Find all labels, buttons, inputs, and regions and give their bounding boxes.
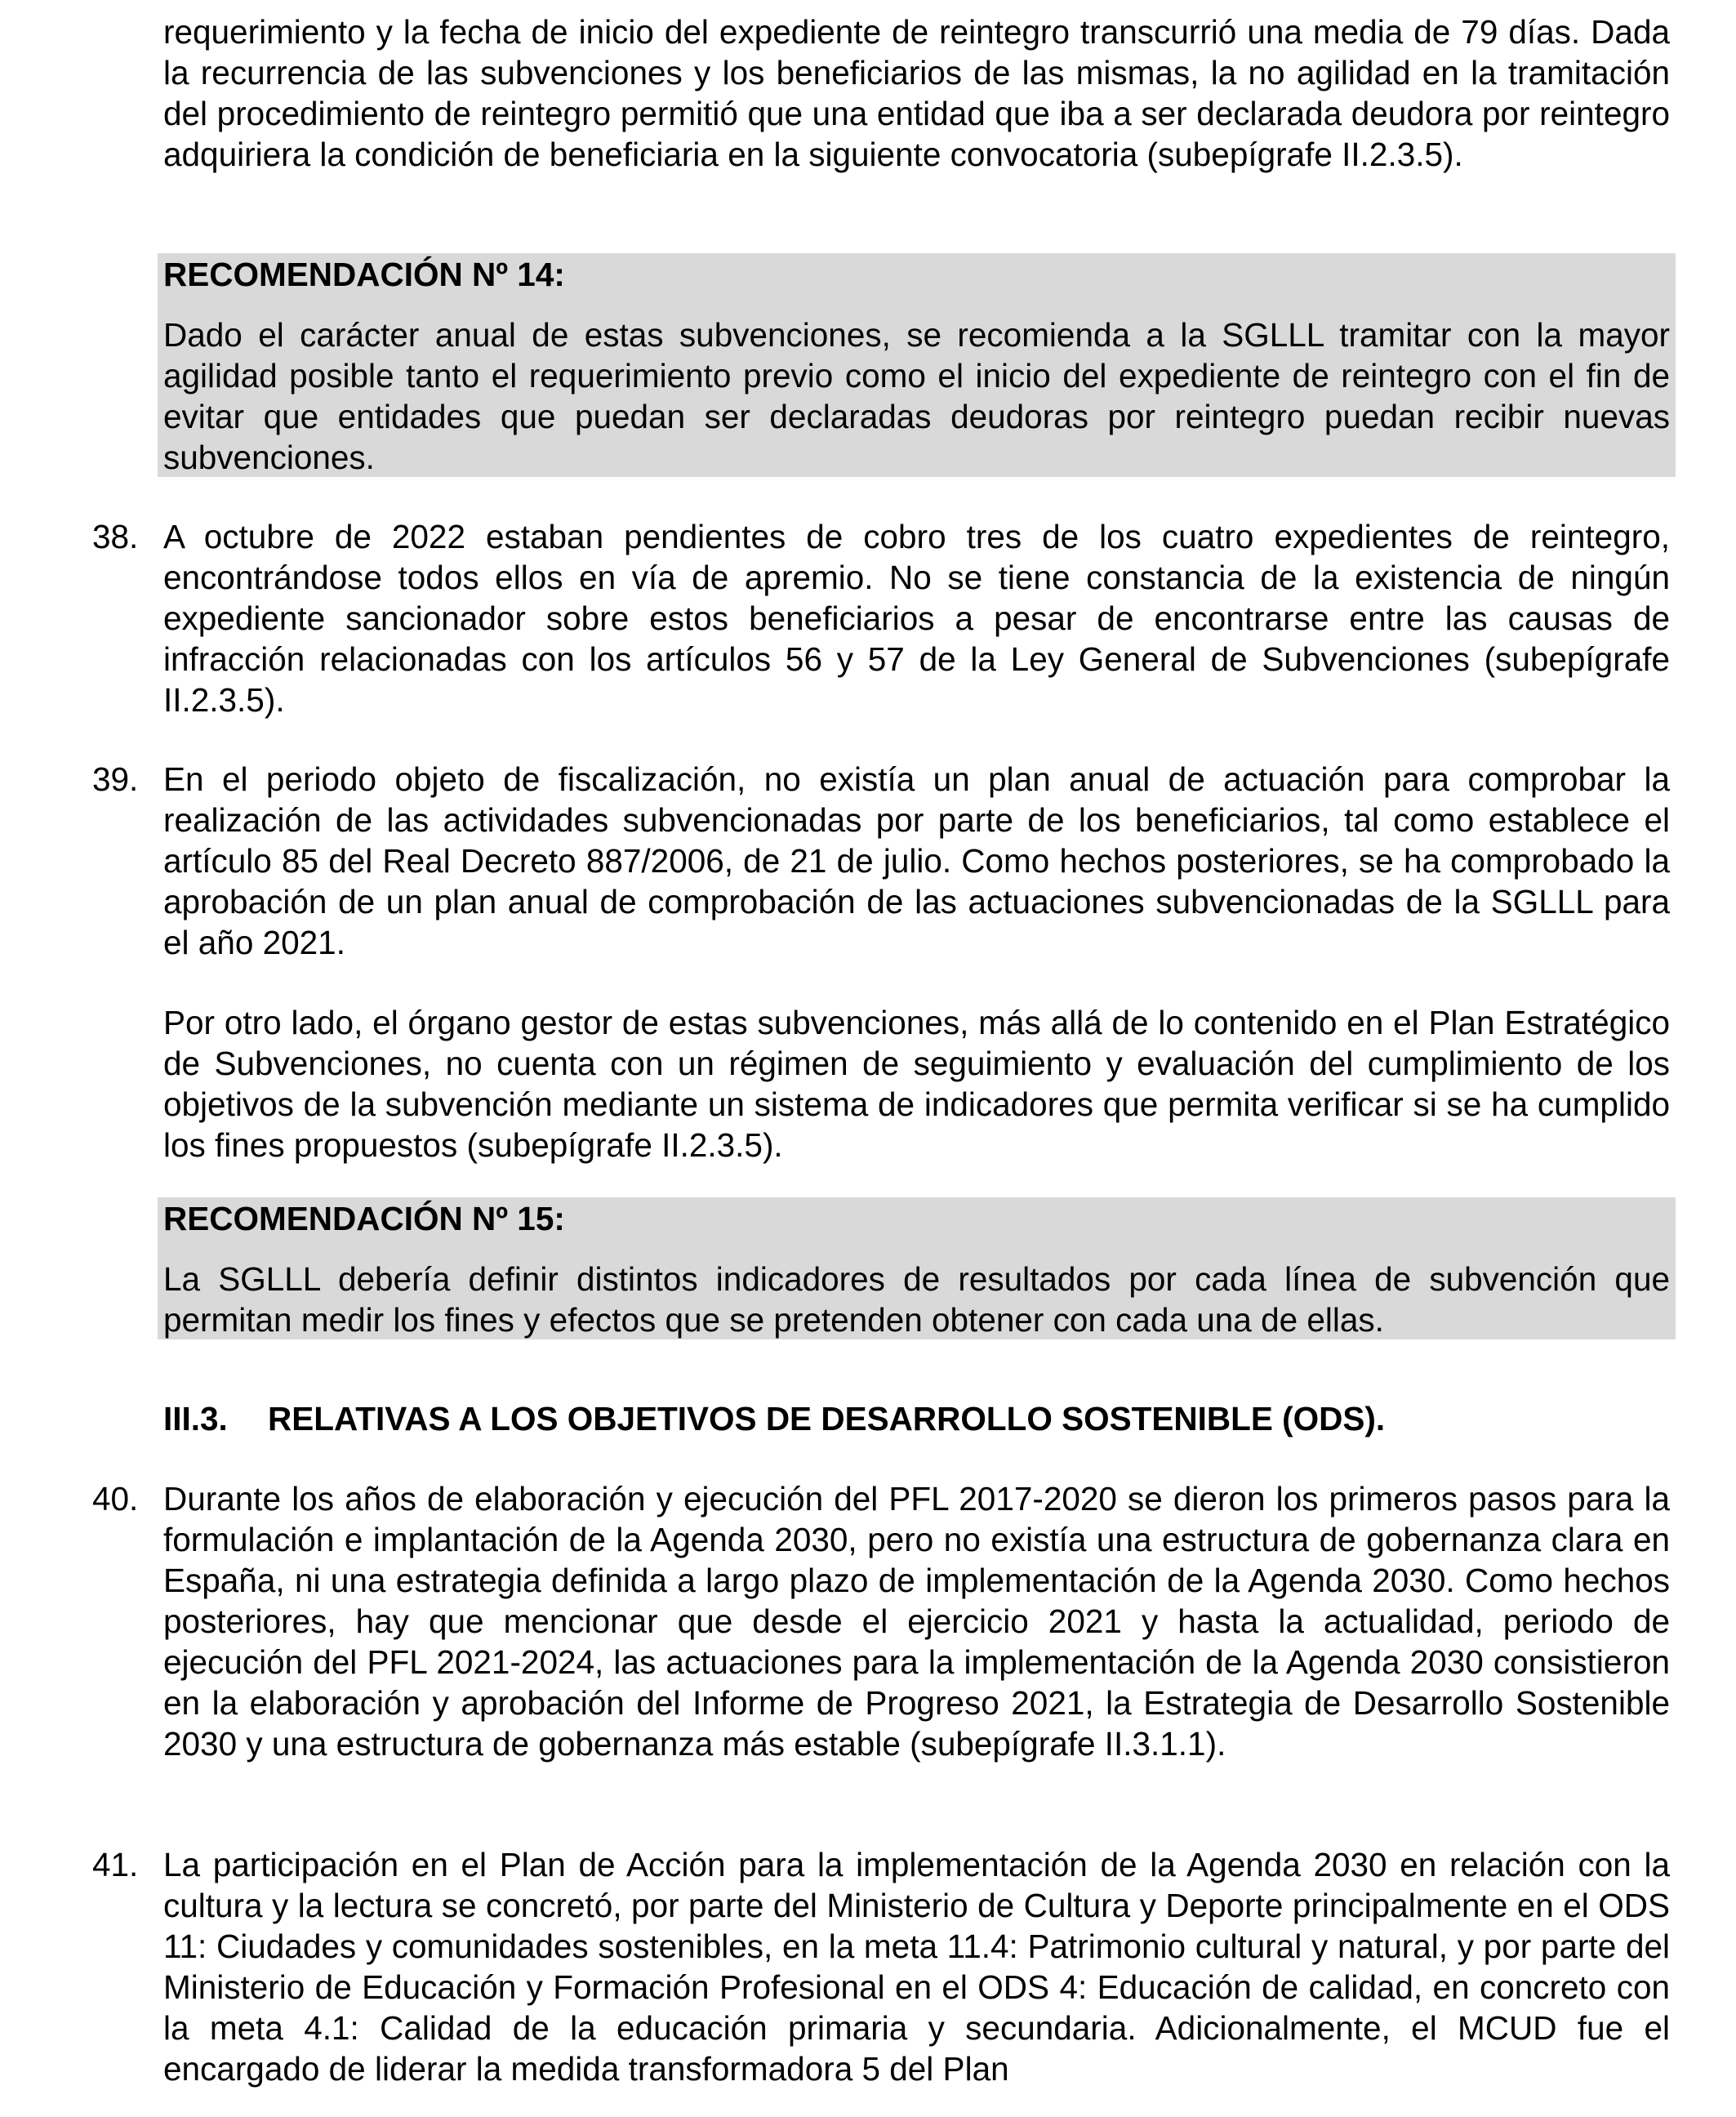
paragraph-40-number: 40. (92, 1480, 139, 1518)
section-number: III.3. (163, 1400, 228, 1437)
paragraph-39-number: 39. (92, 760, 139, 798)
section-title: RELATIVAS A LOS OBJETIVOS DE DESARROLLO SOSTENIBLE (ODS). (268, 1400, 1386, 1437)
paragraph-39-continuation: Por otro lado, el órgano gestor de estas subvenciones, más allá de lo contenido en el Plan Estratégico de Subvenciones, no cuenta con un régimen de seguimiento y evaluación del cumplimiento de los objetivos de la subvención mediante un sistema de indicadores que permita verificar si se ha cumplido los fines propuestos (subepígrafe II.2.3.5). (163, 1004, 1670, 1164)
recommendation-14-text: Dado el carácter anual de estas subvenciones, se recomienda a la SGLLL tramitar con la mayor agilidad posible tanto el requerimiento previo como el inicio del expediente de reintegro con el fin de evitar que entidades que puedan ser declaradas deudoras por reintegro puedan recibir nuevas subvenciones. (163, 316, 1670, 476)
paragraph-41-text: La participación en el Plan de Acción para la implementación de la Agenda 2030 en relación con la cultura y la lectura se concretó, por parte del Ministerio de Cultura y Deporte principalmente en el ODS 11: Ciudades y comunidades sostenibles, en la meta 11.4: Patrimonio cultural y natural, y por parte del Ministerio de Educación y Formación Profesional en el ODS 4: Educación de calidad, en concreto con la meta 4.1: Calidad de la educación primaria y secundaria. Adicionalmente, el MCUD fue el encargado de liderar la medida transformadora 5 del Plan (163, 1846, 1670, 2088)
paragraph-41-number: 41. (92, 1846, 139, 1883)
section-heading (163, 1398, 1385, 1439)
paragraph-38-text: A octubre de 2022 estaban pendientes de cobro tres de los cuatro expedientes de reintegro, encontrándose todos ellos en vía de apremio. No se tiene constancia de la existencia de ningún expediente sancionador sobre estos beneficiarios a pesar de encontrarse entre las causas de infracción relacionadas con los artículos 56 y 57 de la Ley General de Subvenciones (subepígrafe II.2.3.5). (163, 518, 1670, 719)
recommendation-14-title: RECOMENDACIÓN Nº 14: (163, 256, 565, 293)
paragraph-40-text: Durante los años de elaboración y ejecución del PFL 2017-2020 se dieron los primeros pasos para la formulación e implantación de la Agenda 2030, pero no existía una estructura de gobernanza clara en España, ni una estrategia definida a largo plazo de implementación de la Agenda 2030. Como hechos posteriores, hay que mencionar que desde el ejercicio 2021 y hasta la actualidad, periodo de ejecución del PFL 2021-2024, las actuaciones para la implementación de la Agenda 2030 consistieron en la elaboración y aprobación del Informe de Progreso 2021, la Estrategia de Desarrollo Sostenible 2030 y una estructura de gobernanza más estable (subepígrafe II.3.1.1). (163, 1480, 1670, 1763)
paragraph-38-number: 38. (92, 518, 139, 555)
recommendation-15-title: RECOMENDACIÓN Nº 15: (163, 1200, 565, 1237)
intro-paragraph: requerimiento y la fecha de inicio del expediente de reintegro transcurrió una media de 79 días. Dada la recurrencia de las subvenciones y los beneficiarios de las mismas, la no agilidad en la tramitación del procedimiento de reintegro permitió que una entidad que iba a ser declarada deudora por reintegro adquiriera la condición de beneficiaria en la siguiente convocatoria (subepígrafe II.2.3.5). (163, 13, 1670, 173)
paragraph-39-text: En el periodo objeto de fiscalización, no existía un plan anual de actuación para comprobar la realización de las actividades subvencionadas por parte de los beneficiarios, tal como establece el artículo 85 del Real Decreto 887/2006, de 21 de julio. Como hechos posteriores, se ha comprobado la aprobación de un plan anual de comprobación de las actuaciones subvencionadas de la SGLLL para el año 2021. (163, 760, 1670, 961)
recommendation-15-text: La SGLLL debería definir distintos indicadores de resultados por cada línea de subvención que permitan medir los fines y efectos que se pretenden obtener con cada una de ellas. (163, 1260, 1670, 1339)
